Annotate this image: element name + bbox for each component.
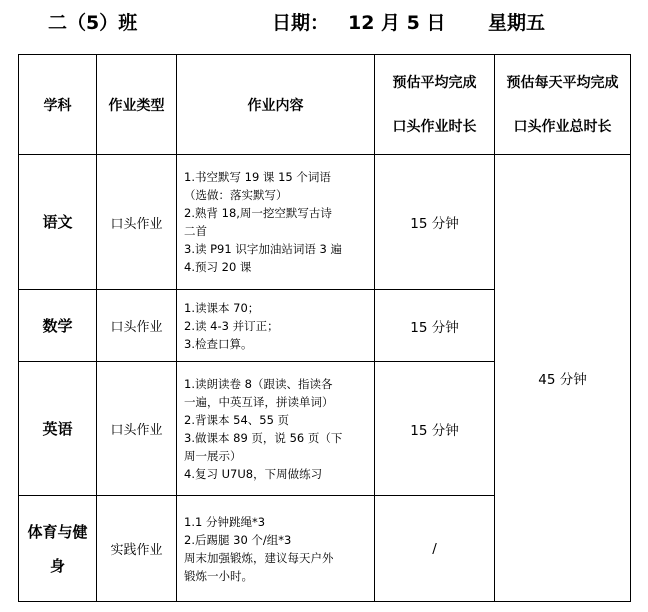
content-line: 4.预习 20 课 (184, 260, 252, 274)
col-header-avg-time (375, 55, 495, 155)
type-cell: 口头作业 (97, 290, 177, 362)
content-line: 2.背课本 54、55 页 (184, 412, 290, 427)
date-value: 12 月 5 日 (348, 12, 446, 34)
content-line: 2.后踢腿 30 个/组*3 (184, 532, 292, 547)
subject-cell: 语文 (19, 155, 97, 290)
content-line: 3.读 P91 识字加油站词语 3 遍 (184, 242, 342, 256)
content-line: 2.读 4-3 并订正； (184, 318, 279, 333)
content-line: （选做：落实默写） (184, 188, 288, 202)
content-cell (177, 496, 375, 602)
class-name: 二（5）班 (48, 12, 138, 34)
content-line: 一遍，中英互译，拼读单词） (184, 394, 334, 409)
content-line: 周一展示） (184, 448, 242, 463)
col-header-avg-time-line1: 预估平均完成 (392, 74, 477, 91)
content-line: 3.检查口算。 (184, 336, 253, 351)
type-cell: 口头作业 (97, 155, 177, 290)
type-cell: 口头作业 (97, 362, 177, 496)
subject-line: 体育与健 (27, 522, 88, 541)
table-header-row (19, 55, 631, 155)
col-header-daily-time-line1: 预估每天平均完成 (506, 74, 619, 91)
table-row (19, 155, 631, 290)
content-cell (177, 362, 375, 496)
avg-time-cell: / (375, 496, 495, 602)
content-line: 1.读朗读卷 8（跟读、指读各 (184, 376, 333, 391)
content-line: 1.读课本 70； (184, 300, 260, 315)
homework-table (18, 54, 631, 602)
daily-total-cell: 45 分钟 (495, 155, 631, 602)
subject-cell (19, 496, 97, 602)
content-cell (177, 155, 375, 290)
content-line: 1.书空默写 19 课 15 个词语 (184, 170, 331, 184)
content-line: 周末加强锻炼，建议每天户外 (184, 550, 334, 565)
type-cell: 实践作业 (97, 496, 177, 602)
content-line: 4.复习 U7U8，下周做练习 (184, 466, 323, 481)
avg-time-cell: 15 分钟 (375, 362, 495, 496)
date-label: 日期： (272, 12, 330, 34)
col-header-daily-time-line2: 口头作业总时长 (513, 118, 612, 135)
content-line: 1.1 分钟跳绳*3 (184, 514, 266, 529)
subject-cell: 数学 (19, 290, 97, 362)
content-line: 锻炼一小时。 (184, 568, 253, 583)
content-line: 二首 (184, 224, 207, 238)
avg-time-cell: 15 分钟 (375, 155, 495, 290)
col-header-daily-time (495, 55, 631, 155)
subject-cell: 英语 (19, 362, 97, 496)
col-header-type: 作业类型 (97, 55, 177, 155)
subject-line: 身 (49, 556, 65, 575)
avg-time-cell: 15 分钟 (375, 290, 495, 362)
header (0, 10, 648, 40)
col-header-avg-time-line2: 口头作业时长 (392, 118, 477, 135)
content-line: 3.做课本 89 页，说 56 页（下 (184, 430, 343, 445)
content-line: 2.熟背 18,周一挖空默写古诗 (184, 206, 332, 220)
col-header-subject: 学科 (19, 55, 97, 155)
col-header-content: 作业内容 (177, 55, 375, 155)
weekday: 星期五 (488, 12, 546, 34)
content-cell (177, 290, 375, 362)
